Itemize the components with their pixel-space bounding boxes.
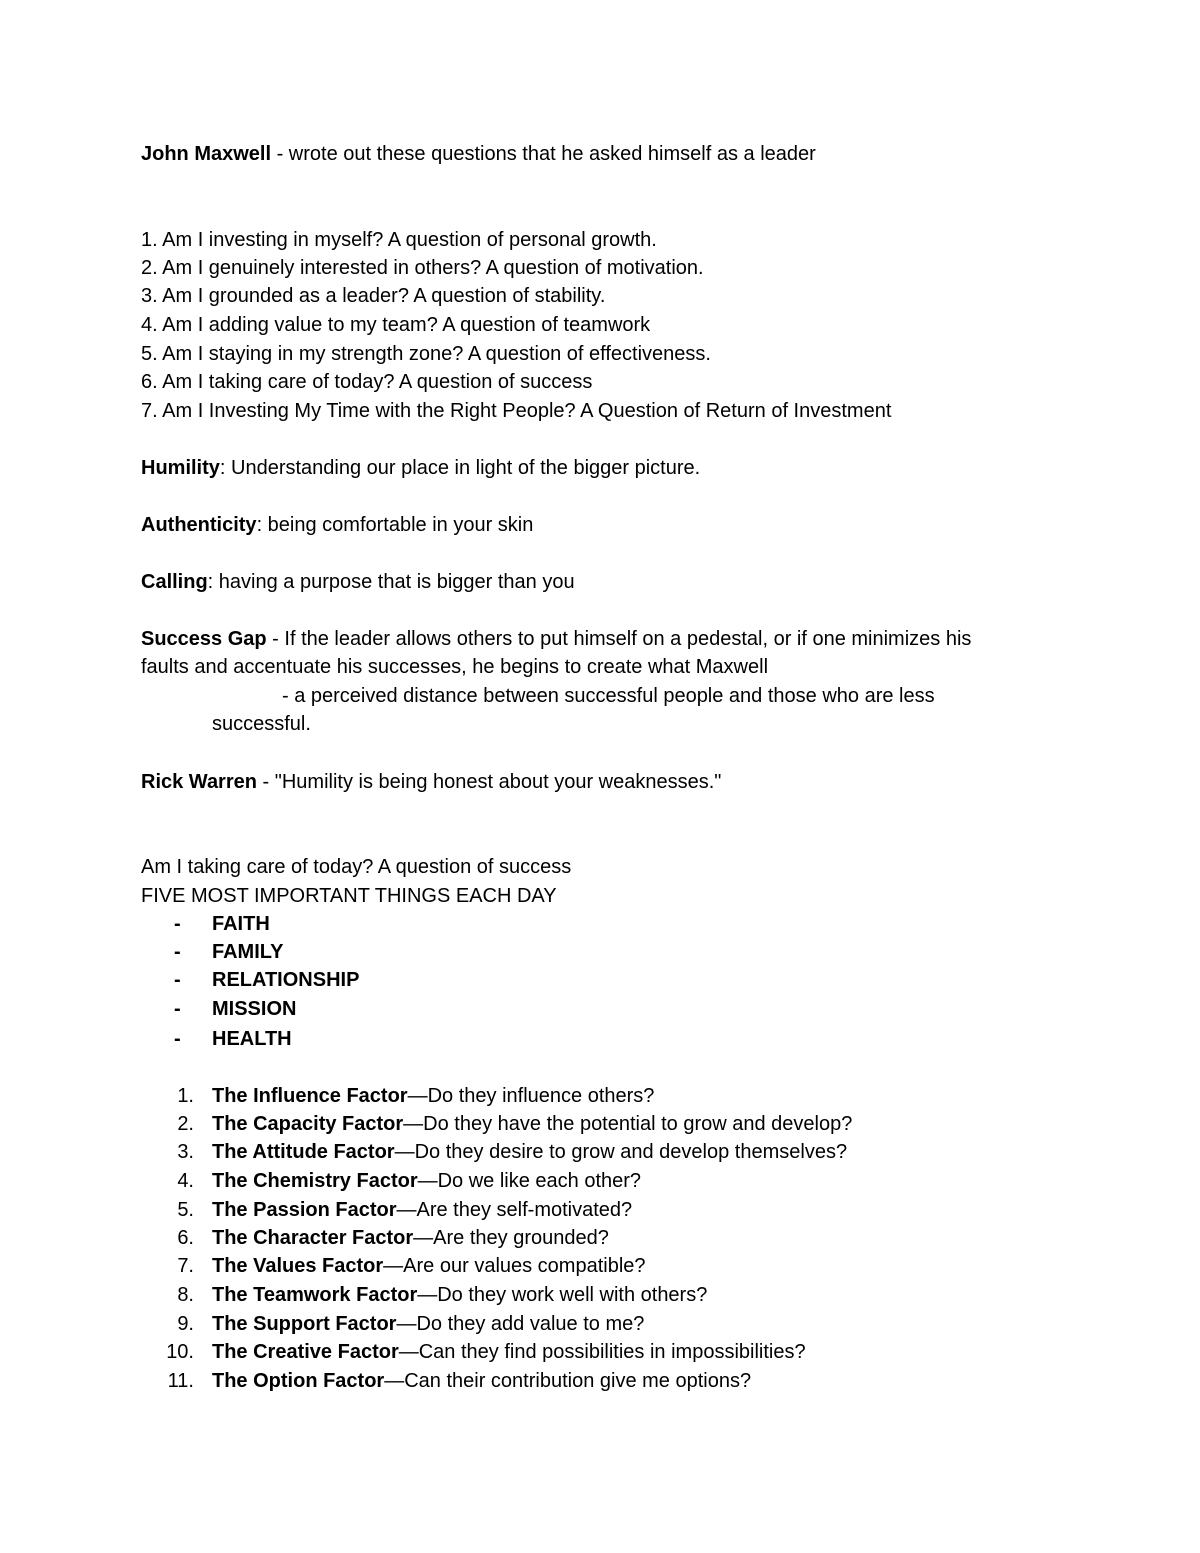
definition-calling	[141, 570, 575, 594]
factor-text: —Are our values compatible?	[383, 1255, 646, 1277]
definition-term: Calling	[141, 571, 208, 593]
factor-name: The Character Factor	[212, 1227, 414, 1249]
factor-name: The Creative Factor	[212, 1341, 399, 1363]
success-gap-line-3: - a perceived distance between successful people and those who are less	[282, 685, 935, 707]
factor-text: —Do they have the potential to grow and develop?	[403, 1113, 853, 1135]
success-gap-line-1	[141, 627, 971, 651]
intro-text: - wrote out these questions that he asked himself as a leader	[271, 143, 816, 165]
factor-item	[212, 1312, 644, 1336]
definition-term: Authenticity	[141, 514, 257, 536]
definition-text: : Understanding our place in light of the bigger picture.	[219, 457, 701, 479]
factor-name: The Influence Factor	[212, 1085, 408, 1107]
bullet-item: MISSION	[212, 998, 297, 1020]
bullet-dash: -	[174, 1028, 181, 1050]
quote-text: - "Humility is being honest about your weaknesses."	[256, 771, 722, 793]
quote-name: Rick Warren	[141, 771, 257, 793]
factor-name: The Values Factor	[212, 1255, 384, 1277]
factor-number: 6.	[177, 1227, 194, 1249]
factor-text: —Are they grounded?	[413, 1227, 609, 1249]
definition-text: : being comfortable in your skin	[256, 514, 534, 536]
question-item: 4. Am I adding value to my team? A question of teamwork	[141, 314, 651, 336]
question-item: 5. Am I staying in my strength zone? A question of effectiveness.	[141, 343, 711, 365]
bullet-item: RELATIONSHIP	[212, 969, 360, 991]
factor-number: 1.	[177, 1085, 194, 1107]
factor-text: —Do they desire to grow and develop themselves?	[394, 1141, 848, 1163]
factor-name: The Passion Factor	[212, 1199, 397, 1221]
question-item: 7. Am I Investing My Time with the Right People? A Question of Return of Investment	[141, 400, 892, 422]
factor-item	[212, 1369, 751, 1393]
factor-name: The Chemistry Factor	[212, 1170, 418, 1192]
factor-name: The Capacity Factor	[212, 1113, 404, 1135]
question-item: 6. Am I taking care of today? A question of success	[141, 371, 593, 393]
intro-line	[141, 142, 816, 166]
factor-number: 5.	[177, 1199, 194, 1221]
factor-number: 10.	[166, 1341, 194, 1363]
factor-number: 2.	[177, 1113, 194, 1135]
factor-number: 11.	[167, 1370, 194, 1392]
bullet-dash: -	[174, 998, 181, 1020]
factor-item	[212, 1226, 609, 1250]
success-gap-term: Success Gap	[141, 628, 267, 650]
today-line-2: FIVE MOST IMPORTANT THINGS EACH DAY	[141, 885, 557, 907]
factor-name: The Attitude Factor	[212, 1141, 395, 1163]
factor-text: —Can their contribution give me options?	[384, 1370, 752, 1392]
factor-name: The Teamwork Factor	[212, 1284, 418, 1306]
factor-name: The Option Factor	[212, 1370, 385, 1392]
factor-item	[212, 1254, 646, 1278]
factor-text: —Are they self-motivated?	[396, 1199, 633, 1221]
factor-item	[212, 1140, 847, 1164]
bullet-dash: -	[174, 913, 181, 935]
success-gap-line-4: successful.	[212, 713, 311, 735]
factor-text: —Do they work well with others?	[417, 1284, 708, 1306]
factor-item	[212, 1283, 707, 1307]
factor-item	[212, 1084, 654, 1108]
factor-number: 7.	[177, 1255, 194, 1277]
factor-item	[212, 1198, 632, 1222]
today-line-1: Am I taking care of today? A question of success	[141, 856, 572, 878]
factor-item	[212, 1112, 852, 1136]
factor-text: —Do they add value to me?	[396, 1313, 645, 1335]
factor-text: —Can they find possibilities in impossibilities?	[398, 1341, 806, 1363]
definition-authenticity	[141, 513, 533, 537]
bullet-item: HEALTH	[212, 1028, 292, 1050]
definition-text: : having a purpose that is bigger than you	[207, 571, 575, 593]
intro-name: John Maxwell	[141, 143, 272, 165]
success-gap-text: - If the leader allows others to put himself on a pedestal, or if one minimizes his	[266, 628, 972, 650]
factor-name: The Support Factor	[212, 1313, 397, 1335]
factor-text: —Do they influence others?	[407, 1085, 655, 1107]
bullet-dash: -	[174, 969, 181, 991]
factor-item	[212, 1340, 806, 1364]
bullet-item: FAMILY	[212, 941, 284, 963]
bullet-dash: -	[174, 941, 181, 963]
success-gap-line-2: faults and accentuate his successes, he begins to create what Maxwell	[141, 656, 769, 678]
factor-number: 8.	[177, 1284, 194, 1306]
definition-term: Humility	[141, 457, 220, 479]
question-item: 2. Am I genuinely interested in others? A question of motivation.	[141, 257, 704, 279]
definition-humility	[141, 456, 700, 480]
question-item: 3. Am I grounded as a leader? A question of stability.	[141, 285, 606, 307]
factor-text: —Do we like each other?	[417, 1170, 642, 1192]
quote-line	[141, 770, 721, 794]
factor-number: 9.	[177, 1313, 194, 1335]
factor-item	[212, 1169, 641, 1193]
factor-number: 3.	[177, 1141, 194, 1163]
factor-number: 4.	[177, 1170, 194, 1192]
bullet-item: FAITH	[212, 913, 270, 935]
question-item: 1. Am I investing in myself? A question of personal growth.	[141, 229, 657, 251]
